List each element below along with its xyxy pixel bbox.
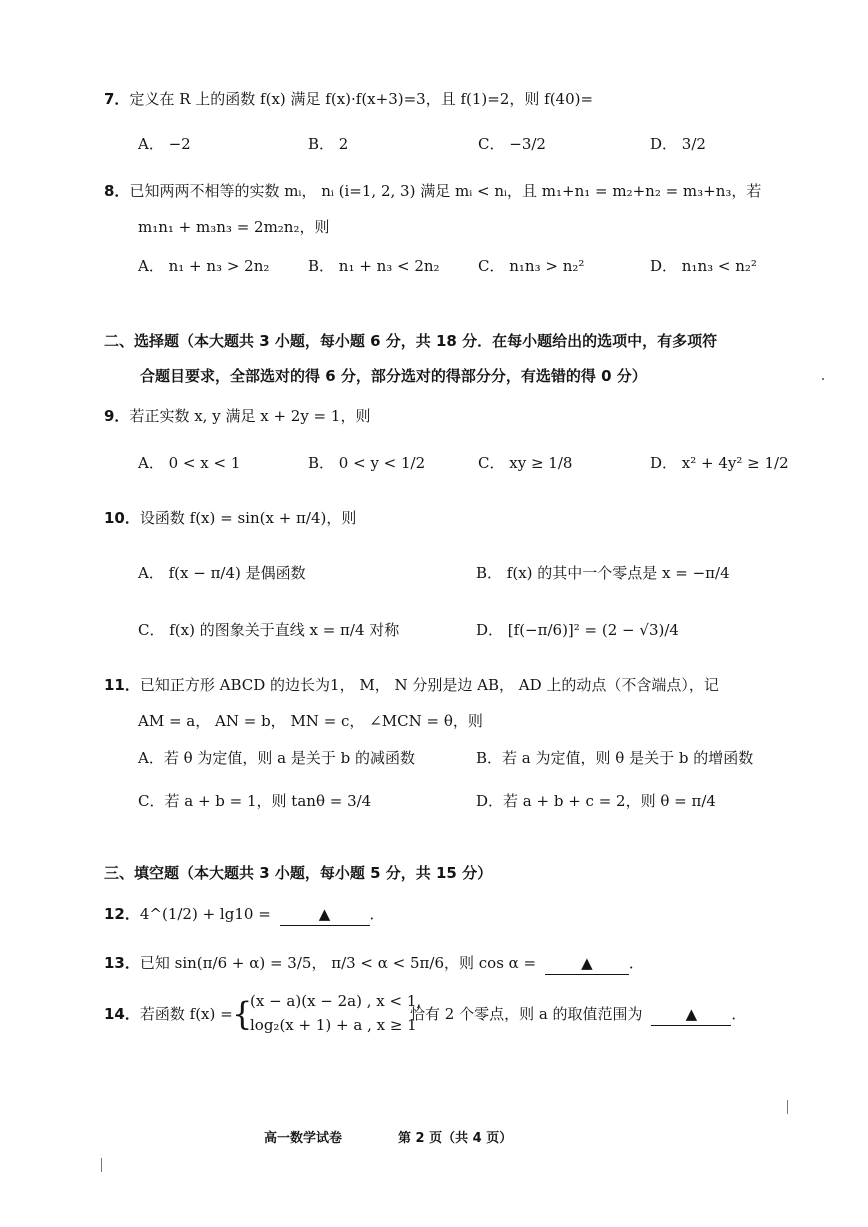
q12 (104, 903, 385, 926)
q7-stem: 定义在 R 上的函数 f(x) 满足 f(x)·f(x+3)=3，且 f(1)=2，则 f(40)= (129, 90, 594, 108)
triangle-icon: ▲ (581, 954, 593, 972)
q11-option-b: B．若 a 为定值，则 θ 是关于 b 的增函数 (476, 749, 754, 767)
q11 (104, 674, 719, 696)
q10-option-c: C． f(x) 的图象关于直线 x = π/4 对称 (138, 621, 400, 639)
q14-case-2: log₂(x + 1) + a , x ≥ 1 (250, 1016, 417, 1034)
brace-icon: { (232, 995, 253, 1033)
q9-stem: 若正实数 x, y 满足 x + 2y = 1，则 (129, 407, 371, 425)
section-2-header-line2: 合题目要求，全部选对的得 6 分，部分选对的得部分分，有选错的得 0 分） (140, 367, 647, 385)
q11-option-d: D．若 a + b + c = 2，则 θ = π/4 (476, 792, 716, 810)
q14-stem-post: 恰有 2 个零点，则 a 的取值范围为 (410, 1005, 643, 1023)
q11-option-a: A．若 θ 为定值，则 a 是关于 b 的减函数 (138, 749, 416, 767)
q7-option-a: A． −2 (138, 135, 191, 153)
q14-stem-pre: 若函数 f(x) = (139, 1005, 233, 1023)
q9-option-c: C． xy ≥ 1/8 (478, 454, 573, 472)
q12-stem: 4^(1/2) + lg10 = (139, 905, 271, 923)
q8-option-c: C． n₁n₃ > n₂² (478, 257, 585, 275)
q9-option-a: A． 0 < x < 1 (138, 454, 241, 472)
q11-option-c: C．若 a + b = 1，则 tanθ = 3/4 (138, 792, 372, 810)
q8-stem-line1: 已知两两不相等的实数 mᵢ， nᵢ (i=1, 2, 3) 满足 mᵢ < nᵢ，且 m₁+n₁ = m₂+n₂ = m₃+n₃，若 (129, 182, 762, 200)
q8-number: 8． (104, 182, 130, 200)
q10-option-a: A． f(x − π/4) 是偶函数 (138, 564, 306, 582)
q12-end: ． (369, 905, 385, 923)
q8-option-d: D． n₁n₃ < n₂² (650, 257, 757, 275)
q9-number: 9． (104, 407, 130, 425)
q10-option-b: B． f(x) 的其中一个零点是 x = −π/4 (476, 564, 730, 582)
q11-stem-line2: AM = a， AN = b， MN = c， ∠MCN = θ，则 (138, 712, 483, 730)
q10 (104, 507, 356, 529)
q7-option-b: B． 2 (308, 135, 349, 153)
scan-mark (787, 1100, 788, 1114)
q11-number: 11． (104, 676, 140, 694)
q11-stem-line1: 已知正方形 ABCD 的边长为1， M， N 分别是边 AB， AD 上的动点（不含端点），记 (139, 676, 719, 694)
q8-stem-line2: m₁n₁ + m₃n₃ = 2m₂n₂，则 (138, 218, 330, 236)
q14-tail (410, 1003, 746, 1026)
q7 (104, 88, 593, 110)
q13-number: 13． (104, 954, 140, 972)
q7-option-d: D． 3/2 (650, 135, 706, 153)
q13-end: ． (628, 954, 644, 972)
scan-mark (101, 1158, 102, 1172)
q14-case-1: (x − a)(x − 2a) , x < 1, (250, 992, 422, 1010)
q10-option-d: D． [f(−π/6)]² = (2 − √3)/4 (476, 621, 679, 639)
footer-page: 第 2 页（共 4 页） (398, 1131, 513, 1146)
q12-answer-blank[interactable] (280, 903, 370, 926)
q8-option-b: B． n₁ + n₃ < 2n₂ (308, 257, 440, 275)
footer-course: 高一数学试卷 (264, 1131, 343, 1146)
triangle-icon: ▲ (685, 1005, 698, 1023)
section-3-header: 三、填空题（本大题共 3 小题，每小题 5 分，共 15 分） (104, 864, 493, 882)
scan-dot (822, 378, 824, 380)
q13 (104, 952, 644, 975)
section-2-header-line1: 二、选择题（本大题共 3 小题，每小题 6 分，共 18 分．在每小题给出的选项中，有多项符 (104, 332, 718, 350)
q13-answer-blank[interactable] (545, 952, 629, 975)
q14 (104, 1003, 233, 1025)
q8 (104, 180, 761, 202)
q10-number: 10． (104, 509, 140, 527)
q9-option-b: B． 0 < y < 1/2 (308, 454, 426, 472)
q14-number: 14． (104, 1005, 140, 1023)
triangle-icon: ▲ (318, 905, 331, 923)
q9 (104, 405, 370, 427)
q12-number: 12． (104, 905, 140, 923)
q7-number: 7． (104, 90, 130, 108)
q10-stem: 设函数 f(x) = sin(x + π/4)，则 (139, 509, 357, 527)
q7-option-c: C． −3/2 (478, 135, 546, 153)
q13-stem: 已知 sin(π/6 + α) = 3/5， π/3 < α < 5π/6，则 cos α = (139, 954, 537, 972)
q14-end: ． (731, 1005, 747, 1023)
q9-option-d: D． x² + 4y² ≥ 1/2 (650, 454, 789, 472)
q14-answer-blank[interactable] (651, 1003, 731, 1026)
q8-option-a: A． n₁ + n₃ > 2n₂ (138, 257, 270, 275)
